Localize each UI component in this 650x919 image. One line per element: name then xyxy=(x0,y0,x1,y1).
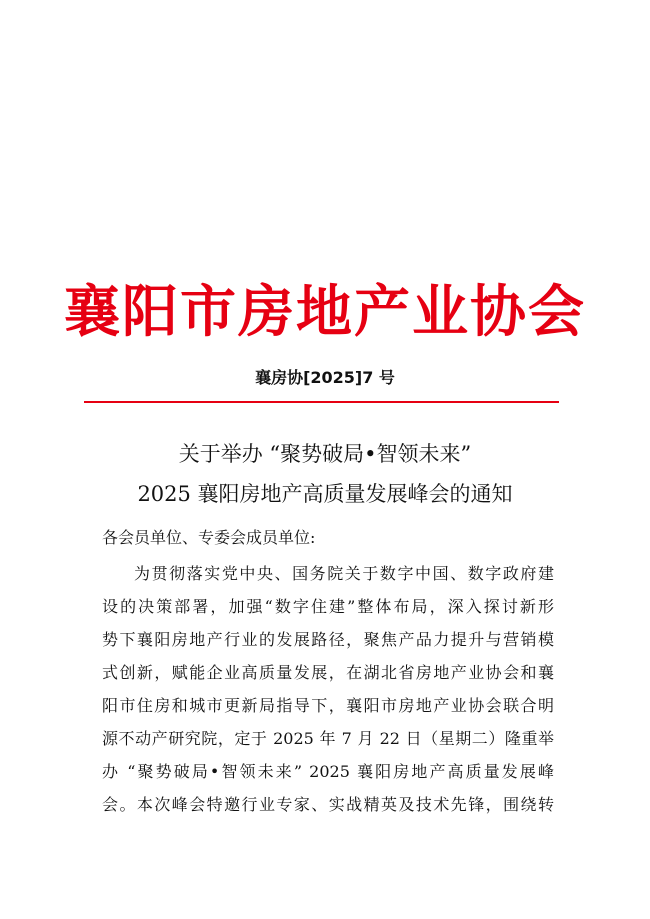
body-line-5: 阳市住房和城市更新局指导下，襄阳市房地产业协会联合明 xyxy=(102,696,554,715)
body-line-7: 办 “聚势破局•智领未来” 2025 襄阳房地产高质量发展峰 xyxy=(102,762,554,781)
notice-title-line-2: 2025 襄阳房地产高质量发展峰会的通知 xyxy=(137,482,513,506)
red-divider-rule xyxy=(84,401,559,403)
document-number: 襄房协[2025]7 号 xyxy=(255,368,395,387)
body-line-1: 为贯彻落实党中央、国务院关于数字中国、数字政府建 xyxy=(134,564,554,583)
notice-title-line-1: 关于举办 “聚势破局•智领未来” xyxy=(178,442,472,466)
body-line-8: 会。本次峰会特邀行业专家、实战精英及技术先锋，围绕转 xyxy=(102,795,554,814)
body-line-3: 势下襄阳房地产行业的发展路径，聚焦产品力提升与营销模 xyxy=(102,630,554,649)
body-line-4: 式创新，赋能企业高质量发展，在湖北省房地产业协会和襄 xyxy=(102,663,554,682)
body-line-2: 设的决策部署，加强“数字住建”整体布局，深入探讨新形 xyxy=(102,597,554,616)
organization-header: 襄阳市房地产业协会 xyxy=(64,280,586,345)
body-line-6: 源不动产研究院，定于 2025 年 7 月 22 日（星期二）隆重举 xyxy=(102,729,554,748)
salutation: 各会员单位、专委会成员单位: xyxy=(102,528,316,547)
